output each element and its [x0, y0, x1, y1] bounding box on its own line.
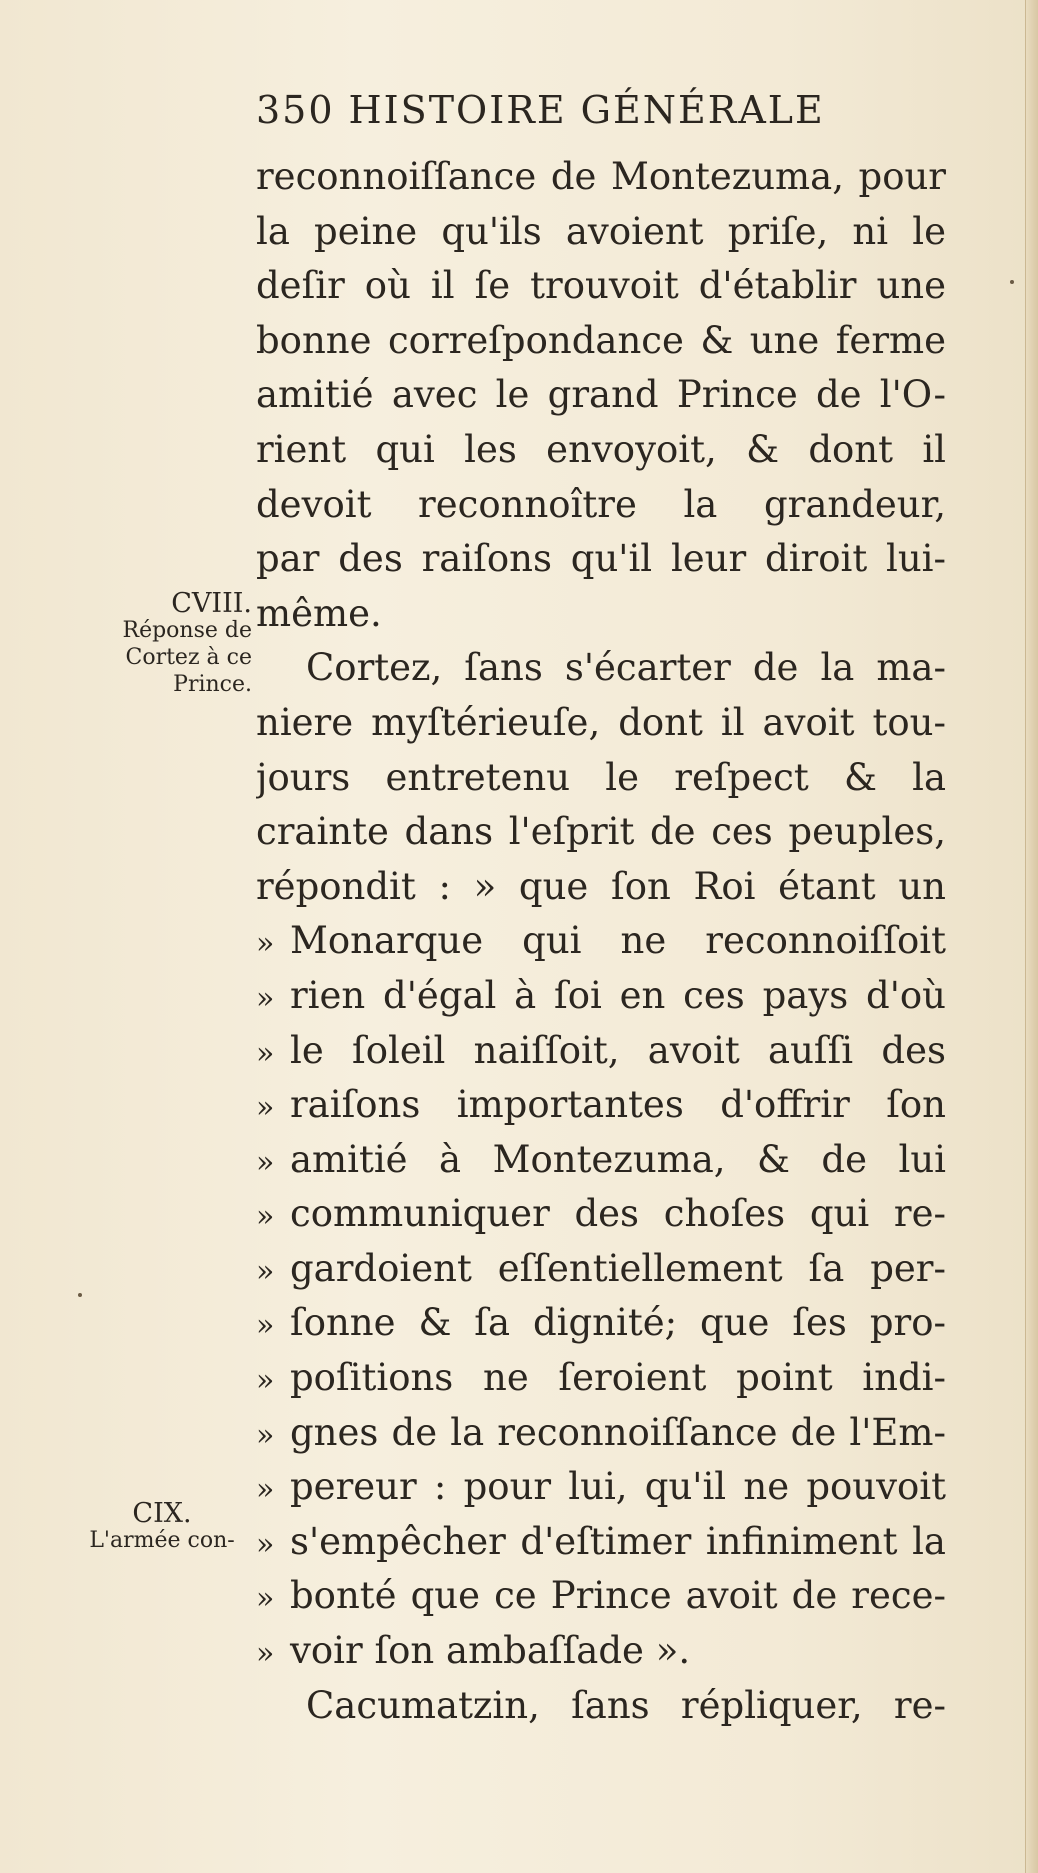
quote-mark: »: [256, 1581, 275, 1617]
ink-speck: [1010, 280, 1014, 284]
quote-mark: »: [256, 1035, 275, 1071]
margin-note-line: Réponse de: [122, 618, 252, 643]
quote-mark: »: [256, 1199, 275, 1235]
margin-note-line: L'armée con-: [89, 1528, 235, 1553]
page-number: 350: [256, 88, 335, 132]
quoted-line: » bonté que ce Prince avoit de rece-: [256, 1569, 946, 1624]
text-line: crainte dans l'eſprit de ces peuples,: [256, 810, 946, 854]
quoted-line: » s'empêcher d'eſtimer infiniment la: [256, 1515, 946, 1570]
quote-mark: »: [256, 1636, 275, 1672]
quoted-line: » poſitions ne ſeroient point indi-: [256, 1351, 946, 1406]
quoted-line: » rien d'égal à ſoi en ces pays d'où: [256, 969, 946, 1024]
text-line: même.: [256, 591, 382, 635]
text-line: répondit : » que ſon Roi étant un: [256, 864, 946, 908]
quote-mark: »: [256, 926, 275, 962]
text-line: niere myſtérieuſe, dont il avoit tou-: [256, 700, 946, 744]
quote-mark: »: [256, 1308, 275, 1344]
quote-mark: »: [256, 1472, 275, 1508]
quoted-line: » gardoient eſſentiellement ſa per-: [256, 1242, 946, 1297]
text-line: Cacumatzin, ſans répliquer, re-: [306, 1683, 946, 1727]
quoted-line: » gnes de la reconnoiſſance de l'Em-: [256, 1406, 946, 1461]
margin-note-cviii: [72, 590, 252, 698]
quote-mark: »: [256, 1144, 275, 1180]
quoted-line: » voir ſon ambaſſade ».: [256, 1624, 946, 1679]
ink-speck: [78, 1293, 82, 1297]
running-header: [256, 88, 976, 138]
quoted-line: » Monarque qui ne reconnoiſſoit: [256, 914, 946, 969]
margin-note-number: CVIII.: [171, 588, 252, 619]
margin-note-line: Prince.: [173, 672, 252, 697]
page-edge: [1025, 0, 1038, 1873]
quote-mark: »: [256, 1363, 275, 1399]
quote-mark: »: [256, 980, 275, 1016]
text-line: jours entretenu le reſpect & la: [256, 755, 946, 799]
margin-note-cix: [72, 1500, 252, 1554]
text-line: par des raiſons qu'il leur diroit lui-: [256, 537, 946, 581]
main-text: [256, 150, 946, 1733]
text-line: amitié avec le grand Prince de l'O-: [256, 373, 946, 417]
margin-note-number: CIX.: [132, 1498, 192, 1529]
quoted-line: » pereur : pour lui, qu'il ne pouvoit: [256, 1460, 946, 1515]
text-line: devoit reconnoître la grandeur,: [256, 482, 946, 526]
text-line: deſir où il ſe trouvoit d'établir une: [256, 264, 946, 308]
quoted-line: » raiſons importantes d'offrir ſon: [256, 1078, 946, 1133]
quote-mark: »: [256, 1417, 275, 1453]
text-line: Cortez, ſans s'écarter de la ma-: [306, 646, 946, 690]
text-line: reconnoiſſance de Montezuma, pour: [256, 155, 946, 198]
text-line: bonne correſpondance & une ferme: [256, 318, 946, 362]
quoted-line: » ſonne & ſa dignité; que ſes pro-: [256, 1296, 946, 1351]
text-line: rient qui les envoyoit, & dont il: [256, 427, 946, 471]
running-title: HISTOIRE GÉNÉRALE: [348, 88, 825, 132]
text-line: la peine qu'ils avoient priſe, ni le: [256, 209, 946, 253]
quoted-line: » le ſoleil naiſſoit, avoit auſſi des: [256, 1024, 946, 1079]
quote-mark: »: [256, 1526, 275, 1562]
quote-mark: »: [256, 1090, 275, 1126]
quoted-line: » amitié à Montezuma, & de lui: [256, 1133, 946, 1188]
quoted-line: » communiquer des choſes qui re-: [256, 1187, 946, 1242]
margin-note-line: Cortez à ce: [125, 645, 252, 670]
quote-mark: »: [256, 1253, 275, 1289]
